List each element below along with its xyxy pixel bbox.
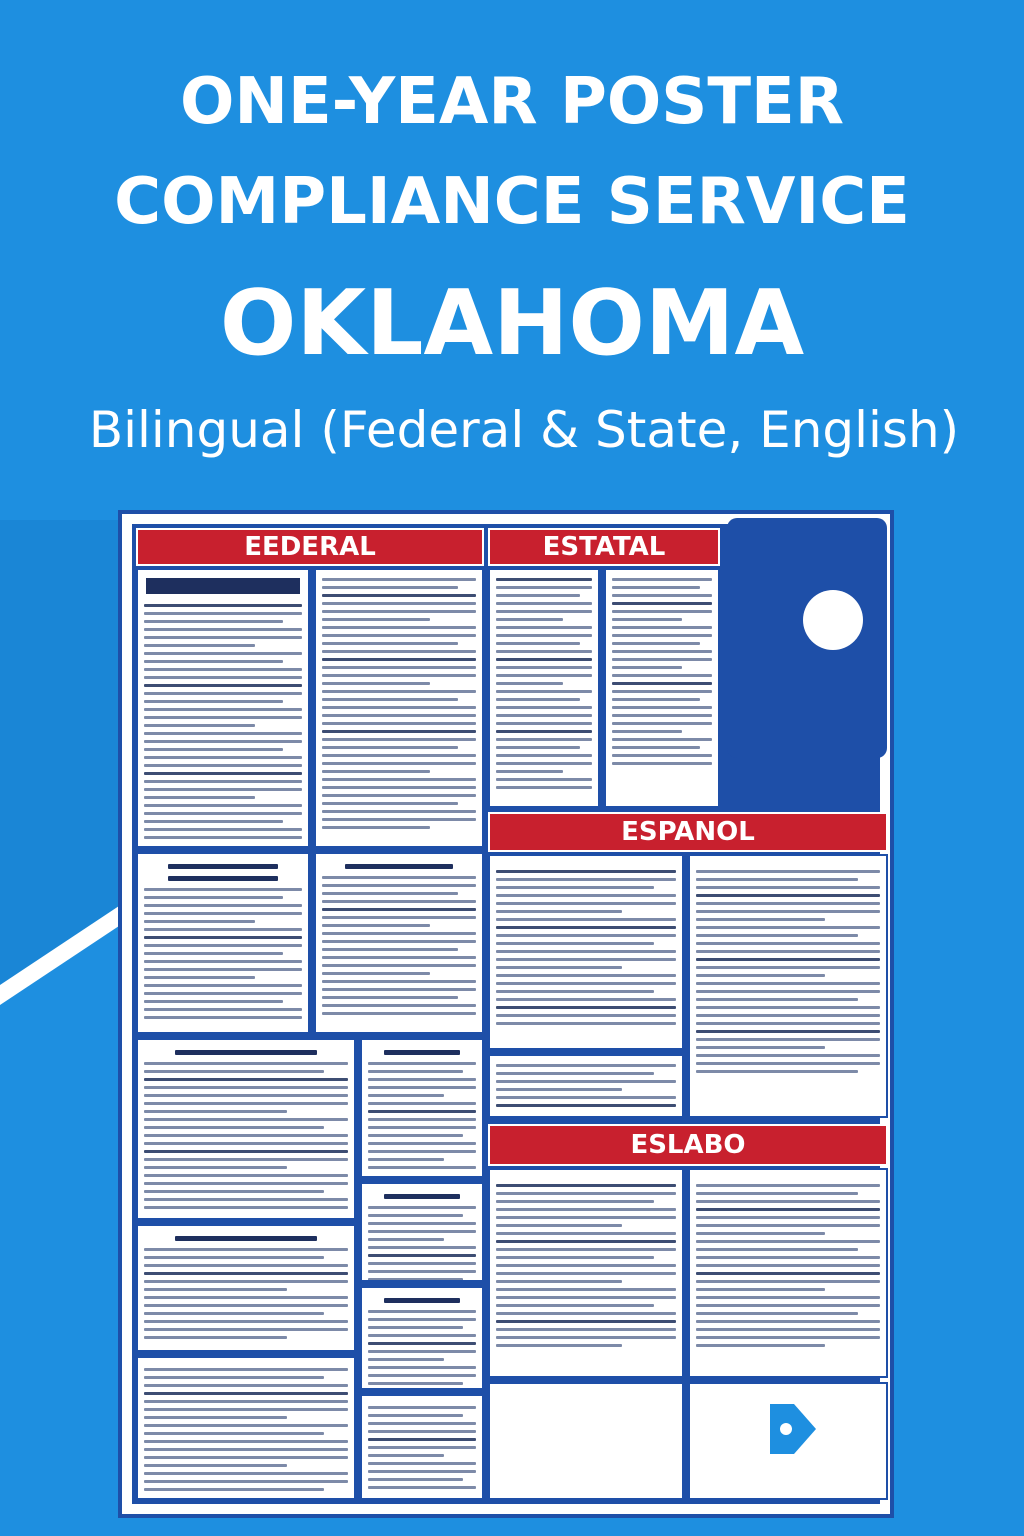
espanol-panel-2 xyxy=(688,854,888,1118)
federal-panel-9 xyxy=(360,1286,484,1390)
federal-panel-8 xyxy=(360,1182,484,1282)
federal-panel-2 xyxy=(314,568,484,848)
headline-subtitle: Bilingual (Federal & State, English) xyxy=(88,401,960,459)
poster-tag xyxy=(727,518,887,758)
estatal-panel-2 xyxy=(604,568,720,808)
eslabo-panel-1 xyxy=(488,1168,684,1378)
espanol-banner: ESPANOL xyxy=(488,812,888,852)
federal-panel-5 xyxy=(136,1038,356,1220)
estatal-panel-1 xyxy=(488,568,600,808)
tag-logo-icon xyxy=(764,1400,822,1458)
espanol-panel-3 xyxy=(488,1054,684,1118)
eslabo-banner: ESLABO xyxy=(488,1124,888,1166)
headline-line-1: ONE-YEAR POSTER xyxy=(179,65,845,139)
federal-panel-6 xyxy=(360,1038,484,1178)
eslabo-panel-3 xyxy=(488,1382,684,1500)
federal-panel-11 xyxy=(360,1394,484,1500)
federal-panel-3 xyxy=(136,852,310,1034)
estatal-banner: ESTATAL xyxy=(488,528,720,566)
espanol-panel-1 xyxy=(488,854,684,1050)
eslabo-panel-2 xyxy=(688,1168,888,1378)
headline-line-2: COMPLIANCE SERVICE xyxy=(114,165,910,239)
federal-banner: EEDERAL xyxy=(136,528,484,566)
federal-panel-10 xyxy=(136,1356,356,1500)
federal-panel-7 xyxy=(136,1224,356,1352)
federal-panel-1 xyxy=(136,568,310,848)
headline-state: OKLAHOMA xyxy=(219,271,805,376)
federal-panel-4 xyxy=(314,852,484,1034)
tag-hole-icon xyxy=(803,590,863,650)
